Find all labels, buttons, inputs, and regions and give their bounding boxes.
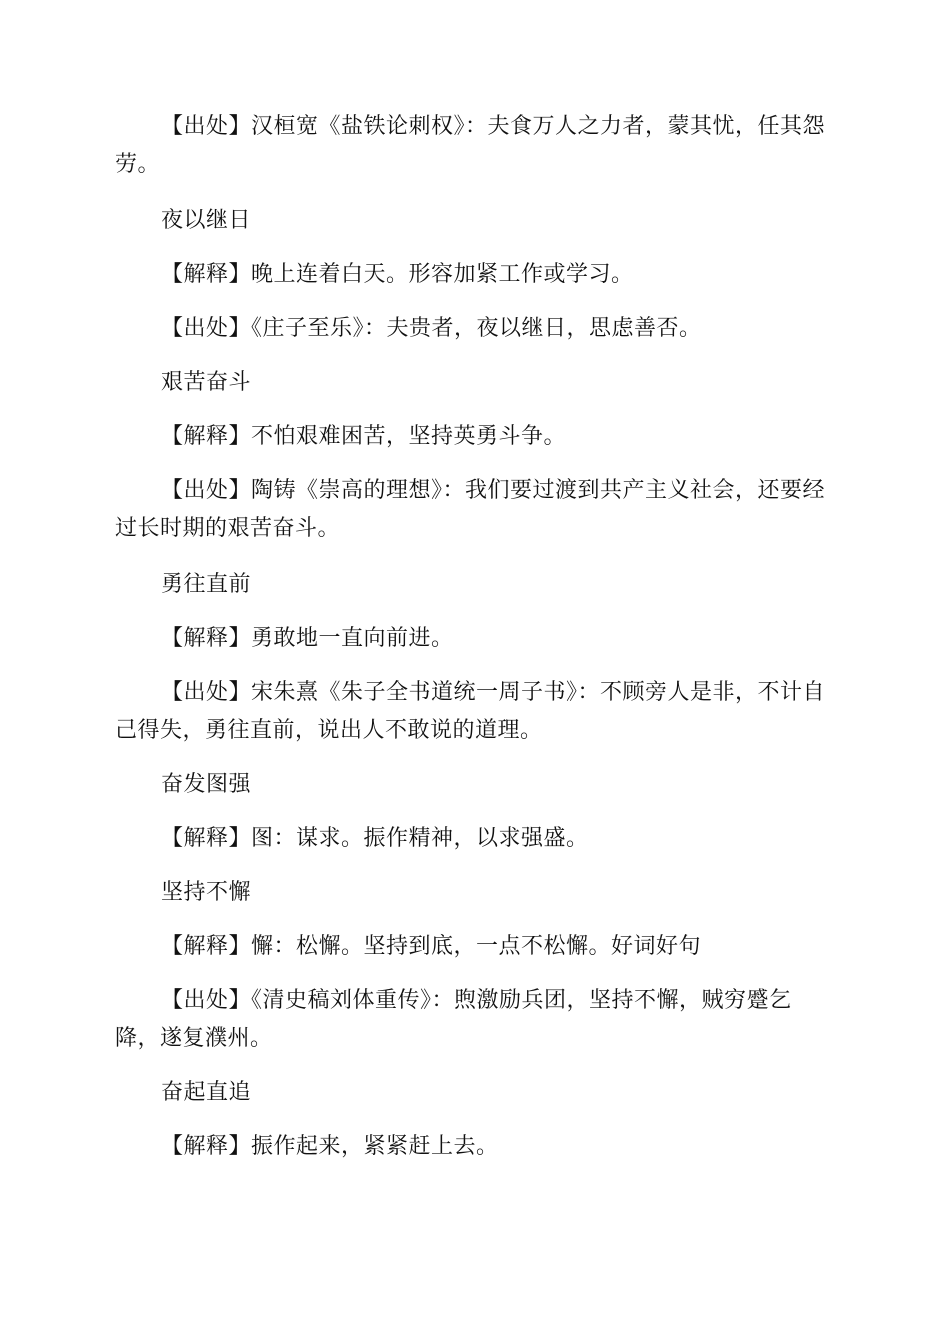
idiom-heading: 夜以继日 (161, 208, 252, 233)
idiom-heading: 勇往直前 (161, 572, 252, 597)
idiom-heading: 奋起直追 (161, 1080, 252, 1105)
source-paragraph: 【出处】陶铸《崇高的理想》：我们要过渡到共产主义社会，还要经过长时期的艰苦奋斗。 (115, 478, 826, 541)
explanation-paragraph: 【解释】振作起来，紧紧赶上去。 (161, 1134, 499, 1159)
idiom-heading: 艰苦奋斗 (161, 370, 252, 395)
source-paragraph: 【出处】汉桓宽《盐铁论刺权》：夫食万人之力者，蒙其忧，任其怨劳。 (115, 114, 826, 177)
source-paragraph: 【出处】宋朱熹《朱子全书道统一周子书》：不顾旁人是非，不计自己得失，勇往直前，说出人不敢说的道理。 (115, 680, 826, 743)
explanation-paragraph: 【解释】图：谋求。振作精神，以求强盛。 (161, 826, 589, 851)
explanation-paragraph: 【解释】勇敢地一直向前进。 (161, 626, 454, 651)
explanation-paragraph: 【解释】不怕艰难困苦，坚持英勇斗争。 (161, 424, 567, 449)
source-paragraph: 【出处】《庄子至乐》：夫贵者，夜以继日，思虑善否。 (161, 316, 702, 341)
explanation-paragraph: 【解释】晚上连着白天。形容加紧工作或学习。 (161, 262, 634, 287)
source-paragraph: 【出处】《清史稿刘体重传》：煦激励兵团，坚持不懈，贼穷蹙乞降，遂复濮州。 (115, 988, 792, 1051)
explanation-paragraph: 【解释】懈：松懈。坚持到底，一点不松懈。好词好句 (161, 934, 702, 959)
idiom-heading: 坚持不懈 (161, 880, 252, 905)
idiom-heading: 奋发图强 (161, 772, 252, 797)
